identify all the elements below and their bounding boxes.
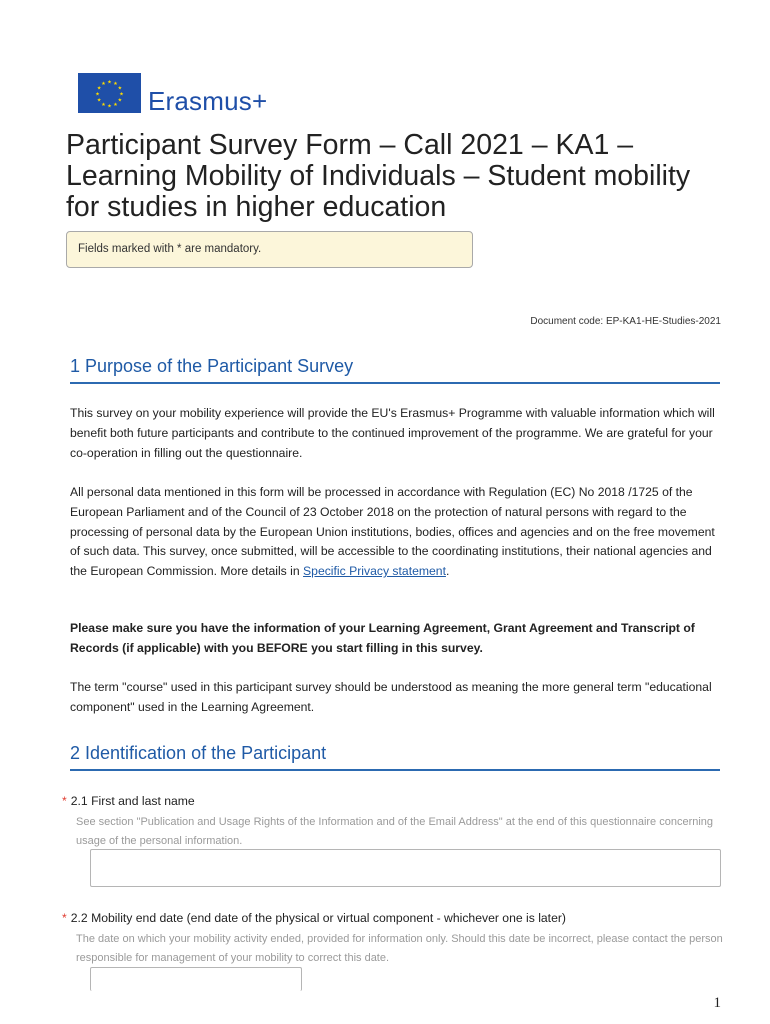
question-label: 2.1 First and last name xyxy=(70,794,195,808)
mobility-end-date-input[interactable] xyxy=(90,967,302,991)
first-last-name-input[interactable] xyxy=(90,849,721,887)
question-help-text: The date on which your mobility activity ended, provided for information only. Should this date be incorrect, please contact the person responsible for management of your mobility to correct this date. xyxy=(76,933,723,964)
section-title-identification: 2 Identification of the Participant xyxy=(70,742,720,771)
svg-text:★: ★ xyxy=(107,79,112,86)
privacy-statement-link[interactable]: Specific Privacy statement xyxy=(303,564,446,579)
mandatory-notice: Fields marked with * are mandatory. xyxy=(66,231,473,268)
erasmus-logo xyxy=(78,73,293,117)
svg-text:★: ★ xyxy=(95,91,100,98)
purpose-paragraph-3: Please make sure you have the information of your Learning Agreement, Grant Agreement and Transcript of Records (if applicable) with you BEFORE you start filling in this survey. xyxy=(70,621,695,655)
question-first-last-name xyxy=(62,794,195,808)
svg-text:★: ★ xyxy=(113,101,118,108)
erasmus-wordmark: Erasmus+ xyxy=(148,86,268,116)
purpose-paragraph-2 xyxy=(70,483,722,582)
svg-text:★: ★ xyxy=(117,97,123,104)
section-title-purpose: 1 Purpose of the Participant Survey xyxy=(70,355,720,384)
purpose-paragraph-4: The term "course" used in this participant survey should be understood as meaning the more general term "educational component" used in the Learning Agreement. xyxy=(70,680,712,714)
document-code: Document code: EP-KA1-HE-Studies-2021 xyxy=(530,316,721,327)
page-number: 1 xyxy=(713,995,721,1011)
svg-text:★: ★ xyxy=(101,101,106,108)
svg-text:★: ★ xyxy=(119,91,124,98)
question-label: 2.2 Mobility end date (end date of the physical or virtual component - whichever one is later) xyxy=(70,911,566,925)
svg-text:★: ★ xyxy=(101,81,106,88)
privacy-text-end: . xyxy=(445,564,450,579)
svg-text:★: ★ xyxy=(107,103,112,110)
svg-text:★: ★ xyxy=(96,85,102,92)
eu-flag-icon xyxy=(78,73,141,113)
question-help-text: See section "Publication and Usage Rights of the Information and of the Email Address" at the end of this questionnaire concerning usage of the personal information. xyxy=(76,816,714,847)
purpose-paragraph-1: This survey on your mobility experience will provide the EU's Erasmus+ Programme with valuable information which will benefit both future participants and contribute to the continued improvement of the programme. We are grateful for your co-operation in filling out the questionnaire. xyxy=(70,406,715,460)
page-title: Participant Survey Form – Call 2021 – KA1 – Learning Mobility of Individuals – Student mobility for studies in higher education xyxy=(66,129,691,223)
required-marker: * xyxy=(62,794,67,808)
required-marker: * xyxy=(62,911,67,925)
svg-text:★: ★ xyxy=(117,85,123,92)
svg-text:★: ★ xyxy=(113,81,118,88)
question-mobility-end-date xyxy=(62,911,566,925)
svg-text:★: ★ xyxy=(96,97,102,104)
privacy-text: All personal data mentioned in this form will be processed in accordance with Regulation (EC) No 2018 /1725 of the European Parliament and of the Council of 23 October 2018 on the protection of natural persons with regard to the processing of personal data by the European Union institutions, bodies, offices and agencies and on the free movement of such data. This survey, once submitted, will be accessible to the coordinating institutions, their national agencies and the European Commission. More details in xyxy=(70,485,715,579)
